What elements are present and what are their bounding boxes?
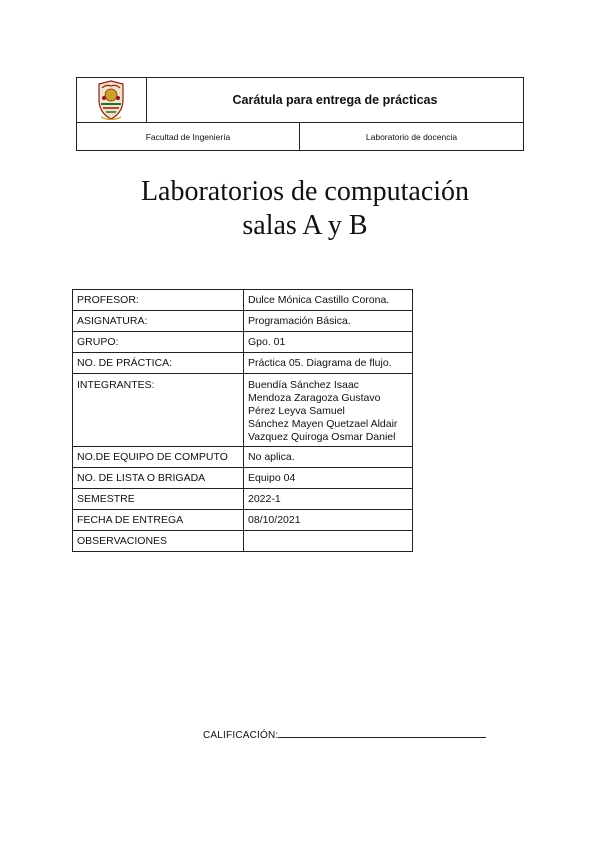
university-crest-icon: [77, 78, 146, 122]
logo-cell: [77, 78, 147, 122]
lista-brigada-label: NO. DE LISTA O BRIGADA: [73, 468, 244, 489]
grupo-label: GRUPO:: [73, 332, 244, 353]
member-name: Vazquez Quiroga Osmar Daniel: [248, 431, 396, 443]
lista-brigada-value: Equipo 04: [244, 468, 413, 489]
page-title-line-1: Laboratorios de computación: [140, 176, 470, 207]
profesor-value: Dulce Mónica Castillo Corona.: [244, 290, 413, 311]
profesor-label: PROFESOR:: [73, 290, 244, 311]
table-row: [73, 468, 413, 489]
grade-label: CALIFICACIÓN:: [203, 730, 279, 741]
table-row: [73, 290, 413, 311]
member-name: Buendía Sánchez Isaac: [248, 379, 359, 391]
practica-label: NO. DE PRÁCTICA:: [73, 353, 244, 374]
semestre-label: SEMESTRE: [73, 489, 244, 510]
grade-field: [203, 728, 486, 741]
semestre-value: 2022-1: [244, 489, 413, 510]
integrantes-label: INTEGRANTES:: [73, 374, 244, 447]
lab-name: Laboratorio de docencia: [365, 131, 458, 142]
cover-header: [76, 77, 524, 151]
grupo-value: Gpo. 01: [244, 332, 413, 353]
table-row: [73, 311, 413, 332]
header-title: Carátula para entrega de prácticas: [232, 93, 438, 107]
header-top-row: [77, 78, 523, 123]
table-row: [73, 531, 413, 552]
page-title: [0, 175, 600, 243]
observaciones-label: OBSERVACIONES: [73, 531, 244, 552]
page-title-line-2: salas A y B: [242, 210, 368, 241]
table-row: [73, 447, 413, 468]
faculty-name: Facultad de Ingeniería: [77, 123, 300, 150]
member-name: Pérez Leyva Samuel: [248, 405, 345, 417]
fecha-label: FECHA DE ENTREGA: [73, 510, 244, 531]
member-name: Sánchez Mayen Quetzael Aldair: [248, 418, 398, 430]
asignatura-label: ASIGNATURA:: [73, 311, 244, 332]
table-row: [73, 374, 413, 447]
table-row: [73, 353, 413, 374]
grade-blank-line: [278, 728, 486, 738]
table-row: [73, 332, 413, 353]
fecha-value: 08/10/2021: [244, 510, 413, 531]
practice-info-table: [72, 289, 413, 552]
integrantes-list: [244, 374, 413, 447]
equipo-computo-value: No aplica.: [244, 447, 413, 468]
table-row: [73, 489, 413, 510]
practica-value: Práctica 05. Diagrama de flujo.: [244, 353, 413, 374]
equipo-computo-label: NO.DE EQUIPO DE COMPUTO: [73, 447, 244, 468]
member-name: Mendoza Zaragoza Gustavo: [248, 392, 381, 404]
asignatura-value: Programación Básica.: [244, 311, 413, 332]
observaciones-value: [244, 531, 413, 552]
header-bottom-row: [77, 123, 523, 150]
table-row: [73, 510, 413, 531]
